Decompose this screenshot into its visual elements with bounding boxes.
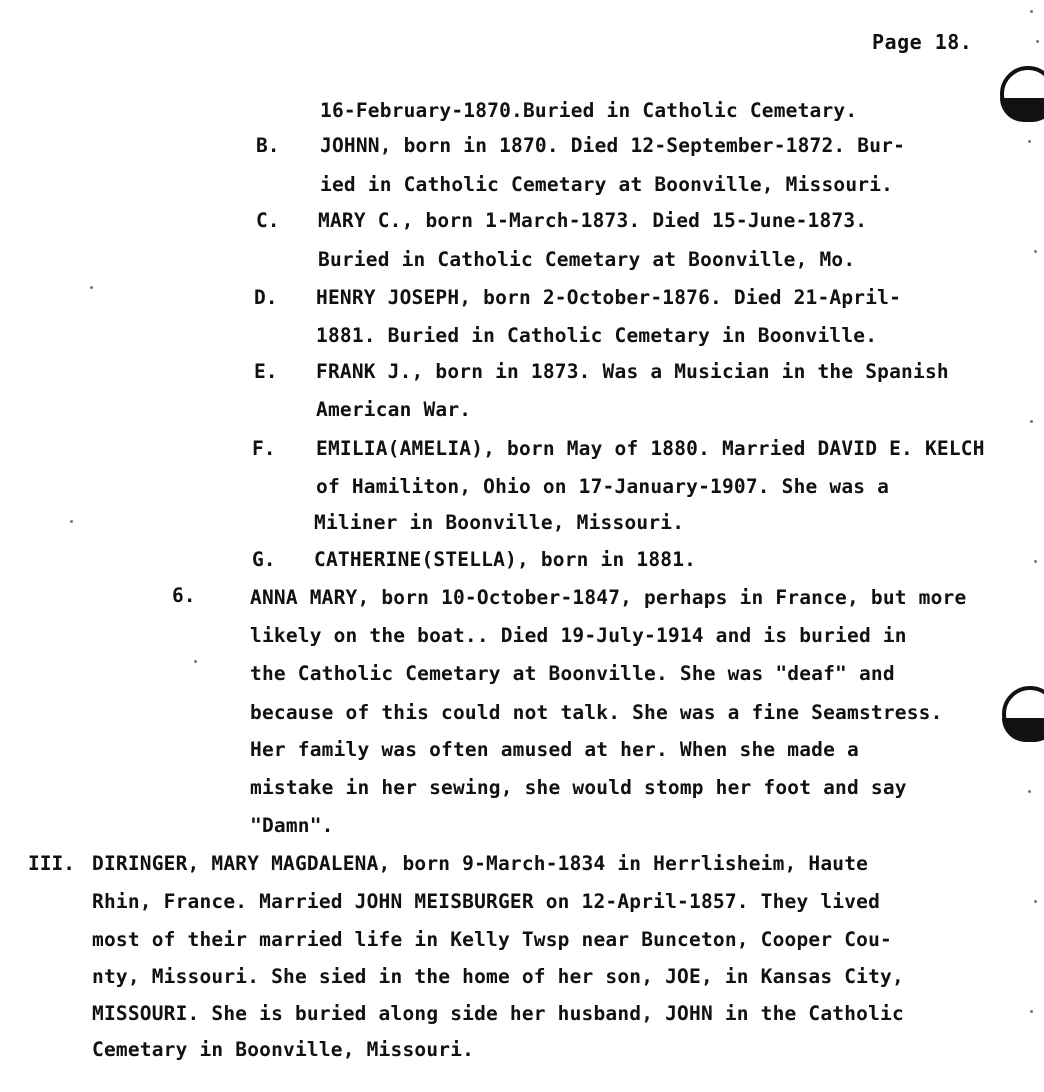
text-line: nty, Missouri. She sied in the home of her son, JOE, in Kansas City,	[92, 965, 904, 988]
text-line: MARY C., born 1-March-1873. Died 15-June-1873.	[318, 209, 868, 232]
item-label-g: G.	[252, 548, 276, 571]
page-number: Page 18.	[872, 30, 973, 54]
text-line: Cemetary in Boonville, Missouri.	[92, 1038, 475, 1061]
text-line: DIRINGER, MARY MAGDALENA, born 9-March-1834 in Herrlisheim, Haute	[92, 852, 869, 875]
scan-speck	[1030, 10, 1033, 13]
text-line: 16-February-1870.Buried in Catholic Cemetary.	[320, 99, 858, 122]
text-line: FRANK J., born in 1873. Was a Musician in the Spanish	[316, 360, 949, 383]
text-line: Miliner in Boonville, Missouri.	[314, 511, 685, 534]
item-label-c: C.	[256, 209, 280, 232]
text-line: 1881. Buried in Catholic Cemetary in Boonville.	[316, 324, 878, 347]
text-line: HENRY JOSEPH, born 2-October-1876. Died 21-April-	[316, 286, 902, 309]
text-line: because of this could not talk. She was a fine Seamstress.	[250, 701, 943, 724]
text-line: ANNA MARY, born 10-October-1847, perhaps in France, but more	[250, 586, 967, 609]
scan-speck	[1028, 790, 1031, 793]
text-line: of Hamiliton, Ohio on 17-January-1907. She was a	[316, 475, 890, 498]
punch-hole-icon	[1000, 66, 1044, 122]
text-line: EMILIA(AMELIA), born May of 1880. Married DAVID E. KELCH	[316, 437, 985, 460]
text-line: likely on the boat.. Died 19-July-1914 and is buried in	[250, 624, 907, 647]
text-line: ied in Catholic Cemetary at Boonville, Missouri.	[320, 173, 894, 196]
text-line: Her family was often amused at her. When she made a	[250, 738, 859, 761]
item-label-f: F.	[252, 437, 276, 460]
item-label-iii: III.	[28, 852, 75, 875]
text-line: JOHNN, born in 1870. Died 12-September-1872. Bur-	[320, 134, 906, 157]
scan-speck	[1034, 250, 1037, 253]
scan-speck	[1030, 1010, 1033, 1013]
text-line: most of their married life in Kelly Twsp near Bunceton, Cooper Cou-	[92, 928, 892, 951]
text-line: MISSOURI. She is buried along side her husband, JOHN in the Catholic	[92, 1002, 904, 1025]
text-line: American War.	[316, 398, 472, 421]
scan-speck	[194, 660, 197, 663]
scan-speck	[90, 286, 93, 289]
scan-speck	[1034, 560, 1037, 563]
scan-speck	[70, 520, 73, 523]
text-line: the Catholic Cemetary at Boonville. She was "deaf" and	[250, 662, 895, 685]
text-line: "Damn".	[250, 814, 334, 837]
item-label-e: E.	[254, 360, 278, 383]
text-line: Rhin, France. Married JOHN MEISBURGER on 12-April-1857. They lived	[92, 890, 881, 913]
scan-speck	[1028, 140, 1031, 143]
text-line: mistake in her sewing, she would stomp her foot and say	[250, 776, 907, 799]
text-line: CATHERINE(STELLA), born in 1881.	[314, 548, 697, 571]
item-label-6: 6.	[172, 584, 196, 607]
item-label-d: D.	[254, 286, 278, 309]
text-line: Buried in Catholic Cemetary at Boonville, Mo.	[318, 248, 856, 271]
item-label-b: B.	[256, 134, 280, 157]
scan-speck	[1034, 900, 1037, 903]
punch-hole-icon	[1002, 686, 1044, 742]
scan-speck	[1030, 420, 1033, 423]
scan-speck	[1036, 40, 1039, 43]
